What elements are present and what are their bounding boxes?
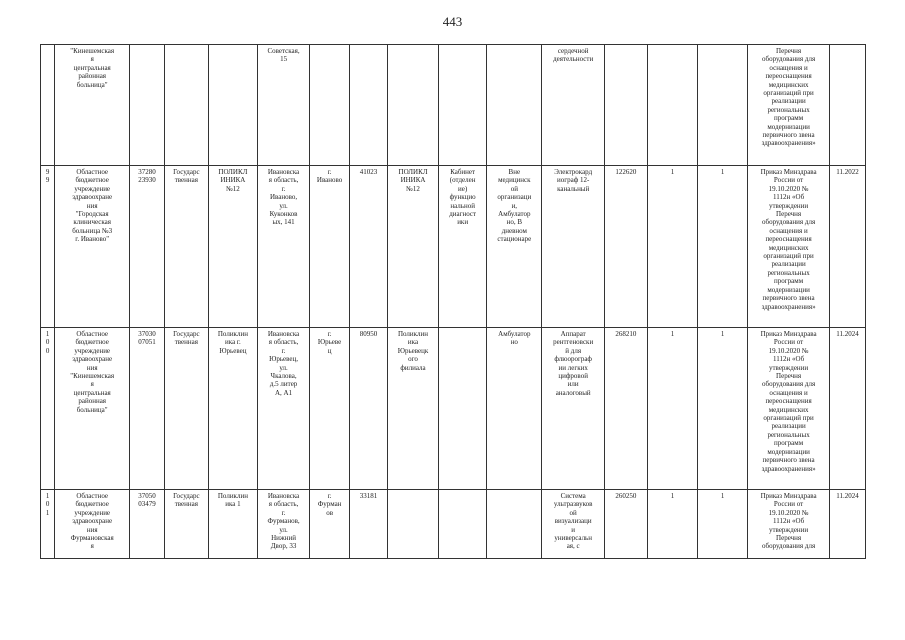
cell-num: 1 0 0: [41, 328, 55, 490]
cell-equipment: сердечной деятельности: [542, 45, 604, 166]
cell-city: г. Фурман ов: [310, 490, 350, 559]
cell-qty1: [647, 45, 697, 166]
cell-org: Областное бюджетное учреждение здравоохране ния "Кинешемская я центральная районная больница": [55, 328, 130, 490]
cell-unit: [208, 45, 257, 166]
cell-org: Областное бюджетное учреждение здравоохране ния "Городская клиническая больница №3 г. Иваново": [55, 166, 130, 328]
cell-basis: Приказ Минздрава России от 19.10.2020 № 1112н «Об утверждении Перечня оборудования для оснащения и переоснащения медицинских организаций при реализации региональных программ модернизации первичного звена здравоохранения»: [748, 166, 830, 328]
cell-city: [310, 45, 350, 166]
cell-num: [41, 45, 55, 166]
cell-qty2: 1: [698, 328, 748, 490]
cell-cabinet: [439, 45, 487, 166]
cell-qty1: 1: [647, 166, 697, 328]
cell-cabinet: [439, 328, 487, 490]
cell-care: Амбулатор но: [487, 328, 542, 490]
cell-qty2: 1: [698, 166, 748, 328]
cell-date: 11.2024: [830, 490, 866, 559]
cell-inn: 37030 07051: [130, 328, 165, 490]
cell-address: Советская, 15: [257, 45, 309, 166]
cell-org: "Кинешемская я центральная районная больница": [55, 45, 130, 166]
cell-form: Государс твенная: [164, 328, 208, 490]
cell-unit: Поликлин ика г. Юрьевец: [208, 328, 257, 490]
cell-address: Ивановска я область, г. Фурманов, ул. Нижний Двор, 33: [257, 490, 309, 559]
cell-basis: Перечня оборудования для оснащения и переоснащения медицинских организаций при реализации региональных программ модернизации первичного звена здравоохранения»: [748, 45, 830, 166]
cell-division: ПОЛИКЛ ИНИКА №12: [387, 166, 438, 328]
table-row: [41, 490, 866, 559]
cell-inn: [130, 45, 165, 166]
cell-basis: Приказ Минздрава России от 19.10.2020 № 1112н «Об утверждении Перечня оборудования для: [748, 490, 830, 559]
cell-unit: Поликлин ика 1: [208, 490, 257, 559]
cell-form: Государс твенная: [164, 490, 208, 559]
cell-qty2: 1: [698, 490, 748, 559]
cell-inn: 37050 03479: [130, 490, 165, 559]
cell-care: [487, 45, 542, 166]
cell-address: Ивановска я область, г. Иваново, ул. Куконков ых, 141: [257, 166, 309, 328]
cell-code: 80950: [350, 328, 388, 490]
cell-date: 11.2024: [830, 328, 866, 490]
cell-equipment: Электрокард иограф 12- канальный: [542, 166, 604, 328]
cell-form: Государс твенная: [164, 166, 208, 328]
cell-division: [387, 490, 438, 559]
cell-price: 260250: [604, 490, 647, 559]
cell-qty1: 1: [647, 328, 697, 490]
cell-division: Поликлин ика Юрьевецк ого филиала: [387, 328, 438, 490]
cell-qty2: [698, 45, 748, 166]
cell-num: 9 9: [41, 166, 55, 328]
cell-unit: ПОЛИКЛ ИНИКА №12: [208, 166, 257, 328]
cell-inn: 37280 23930: [130, 166, 165, 328]
cell-code: [350, 45, 388, 166]
cell-code: 41023: [350, 166, 388, 328]
cell-cabinet: Кабинет (отделен ие) функцио нальной диагност ики: [439, 166, 487, 328]
cell-division: [387, 45, 438, 166]
cell-price: [604, 45, 647, 166]
cell-org: Областное бюджетное учреждение здравоохране ния Фурмановская я: [55, 490, 130, 559]
cell-equipment: Аппарат рентгеновски й для флюорограф ии легких цифровой или аналоговый: [542, 328, 604, 490]
cell-care: Вне медицинск ой организаци и, Амбулатор но, В дневном стационаре: [487, 166, 542, 328]
cell-date: 11.2022: [830, 166, 866, 328]
cell-code: 33181: [350, 490, 388, 559]
cell-basis: Приказ Минздрава России от 19.10.2020 № 1112н «Об утверждении Перечня оборудования для оснащения и переоснащения медицинских организаций при реализации региональных программ модернизации первичного звена здравоохранения»: [748, 328, 830, 490]
cell-form: [164, 45, 208, 166]
cell-equipment: Система ультразвуков ой визуализаци и универсальн ая, с: [542, 490, 604, 559]
cell-address: Ивановска я область, г. Юрьевец, ул. Чкалова, д.5 литер А, А1: [257, 328, 309, 490]
cell-city: г. Юрьеве ц: [310, 328, 350, 490]
page-number: 443: [442, 14, 463, 29]
cell-price: 122620: [604, 166, 647, 328]
cell-cabinet: [439, 490, 487, 559]
register-table: [40, 44, 866, 559]
cell-qty1: 1: [647, 490, 697, 559]
cell-care: [487, 490, 542, 559]
cell-city: г. Иваново: [310, 166, 350, 328]
cell-num: 1 0 1: [41, 490, 55, 559]
cell-date: [830, 45, 866, 166]
cell-price: 268210: [604, 328, 647, 490]
table-row: [41, 328, 866, 490]
table-row: [41, 166, 866, 328]
table-row: [41, 45, 866, 166]
